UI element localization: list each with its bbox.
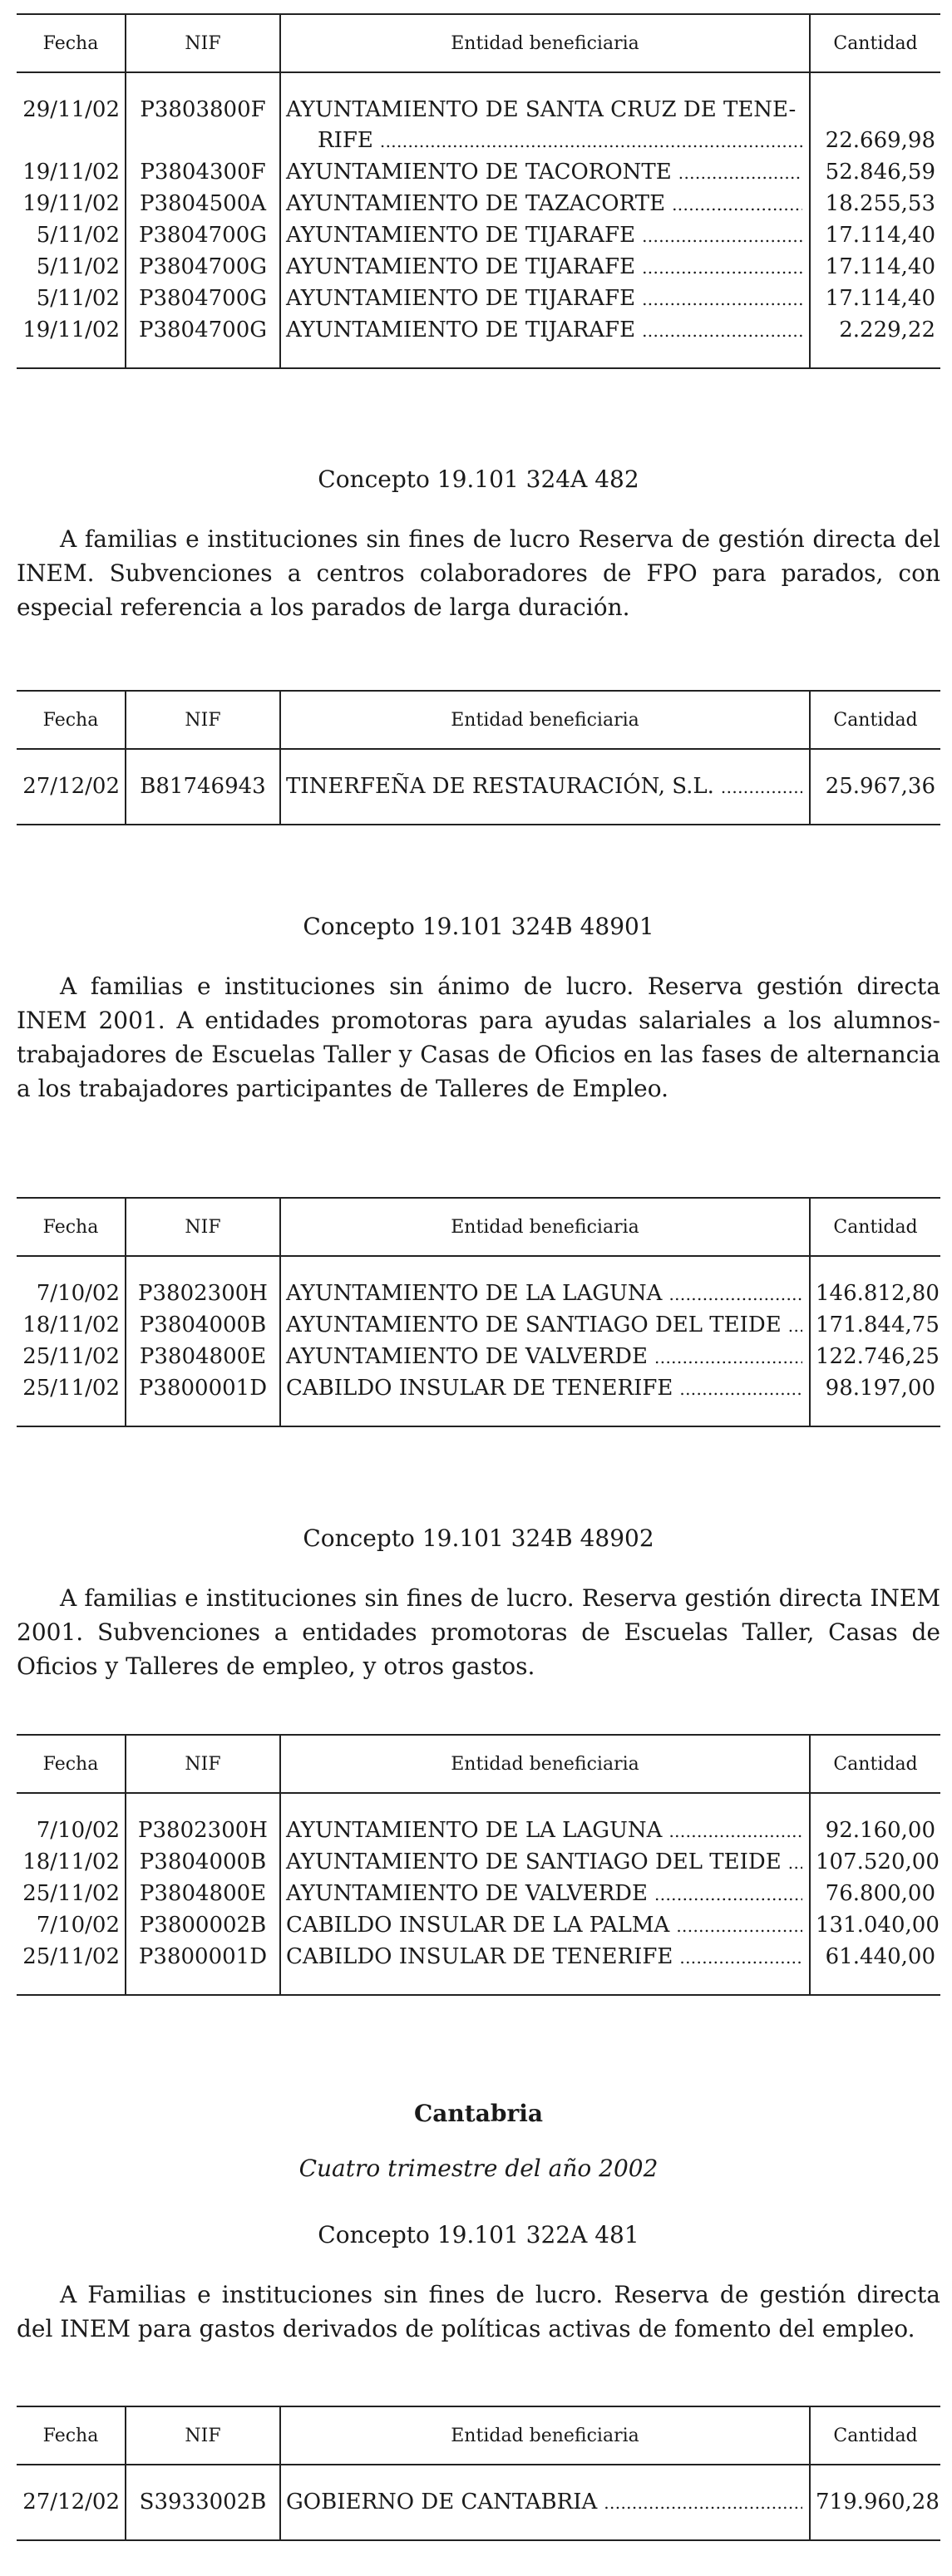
table-row: [17, 252, 940, 283]
cell-entidad: [280, 1910, 810, 1942]
table-row: [17, 1310, 940, 1342]
cell-entidad: [280, 252, 810, 283]
cell-entidad: [280, 1373, 810, 1426]
header-cantidad: Cantidad: [810, 691, 940, 749]
dot-leader: [668, 1816, 802, 1847]
cell-fecha: 5/11/02: [36, 223, 120, 248]
cell-cantidad: 52.846,59: [810, 157, 940, 189]
cell-cantidad: 18.255,53: [810, 189, 940, 220]
cell-cantidad: 61.440,00: [810, 1942, 940, 1995]
table-header-row: [17, 14, 940, 72]
entidad-name: AYUNTAMIENTO DE TIJARAFE: [286, 318, 636, 342]
cell-cantidad: 17.114,40: [810, 283, 940, 315]
entidad-name: AYUNTAMIENTO DE TIJARAFE: [286, 254, 636, 279]
dot-leader: [668, 1279, 802, 1310]
cell-fecha: 7/10/02: [36, 1818, 120, 1843]
concepto-description: A familias e instituciones sin ánimo de lucro. Reserva gestión directa INEM 2001. A entidades promotoras para ayudas salariales a los alumnos-trabajadores de Escuelas Taller y Casas de Oficios en las fases de alternancia a los trabajadores participantes de Talleres de Empleo.: [17, 973, 940, 1102]
entidad-name: AYUNTAMIENTO DE LA LAGUNA: [286, 1818, 663, 1843]
cell-fecha: 25/11/02: [17, 1942, 126, 1995]
header-cantidad: Cantidad: [810, 1198, 940, 1256]
cell-nif: P3804700G: [126, 220, 280, 252]
header-nif: NIF: [126, 691, 280, 749]
table-row: [17, 315, 940, 368]
table-4-block: [17, 1734, 940, 1996]
entidad-name: AYUNTAMIENTO DE SANTIAGO DEL TEIDE: [286, 1313, 782, 1337]
dot-leader: [672, 190, 802, 220]
dot-leader: [642, 316, 802, 347]
header-entidad: Entidad beneficiaria: [280, 1198, 810, 1256]
cell-cantidad: 17.114,40: [810, 252, 940, 283]
cell-nif: P3804300F: [126, 157, 280, 189]
cell-cantidad: 171.844,75: [810, 1310, 940, 1342]
header-cantidad: Cantidad: [810, 14, 940, 72]
cell-cantidad: [810, 72, 940, 157]
header-cantidad: Cantidad: [810, 2406, 940, 2465]
cell-nif: P3802300H: [126, 1793, 280, 1847]
entidad-name: AYUNTAMIENTO DE VALVERDE: [286, 1344, 649, 1369]
entidad-name: TINERFEÑA DE RESTAURACIÓN, S.L.: [286, 774, 714, 799]
cell-nif: P3804800E: [126, 1879, 280, 1910]
dot-leader: [654, 1879, 802, 1910]
header-fecha: Fecha: [17, 691, 126, 749]
cell-nif: P3804700G: [126, 252, 280, 283]
cell-nif: P3804000B: [126, 1310, 280, 1342]
grants-table: [17, 690, 940, 825]
table-1-block: [17, 13, 940, 369]
entidad-name: GOBIERNO DE CANTABRIA: [286, 2490, 598, 2514]
table-row: [17, 1342, 940, 1373]
header-cantidad: Cantidad: [810, 1735, 940, 1793]
cell-entidad: [280, 1310, 810, 1342]
header-fecha: Fecha: [17, 2406, 126, 2465]
cell-nif: P3803800F: [126, 72, 280, 157]
cell-fecha: 18/11/02: [22, 1313, 120, 1337]
cell-nif: P3804700G: [126, 283, 280, 315]
dot-leader: [642, 221, 802, 252]
cell-cantidad: 107.520,00: [810, 1847, 940, 1879]
table-5-block: [17, 2406, 940, 2541]
entidad-name: CABILDO INSULAR DE TENERIFE: [286, 1376, 673, 1401]
entidad-name: AYUNTAMIENTO DE TAZACORTE: [286, 191, 666, 216]
table-row: [17, 189, 940, 220]
cell-entidad: [280, 1793, 810, 1847]
table-row: [17, 1256, 940, 1310]
cell-nif: B81746943: [126, 749, 280, 825]
cell-nif: S3933002B: [126, 2465, 280, 2540]
table-3-block: [17, 1197, 940, 1427]
table-row: [17, 1373, 940, 1426]
cell-fecha: 25/11/02: [17, 1373, 126, 1426]
table-2-block: [17, 690, 940, 825]
cell-cantidad: 98.197,00: [810, 1373, 940, 1426]
table-row: [17, 1847, 940, 1879]
header-entidad: Entidad beneficiaria: [280, 14, 810, 72]
entidad-name: CABILDO INSULAR DE TENERIFE: [286, 1944, 673, 1969]
concepto-heading: Concepto 19.101 324B 48901: [303, 913, 654, 940]
cell-cantidad: 76.800,00: [810, 1879, 940, 1910]
cantidad-value: 22.669,98: [825, 128, 935, 153]
cell-fecha: 27/12/02: [17, 2465, 126, 2540]
entidad-name: AYUNTAMIENTO DE LA LAGUNA: [286, 1281, 663, 1306]
concepto-description: A familias e instituciones sin fines de lucro Reserva de gestión directa del INEM. Subvenciones a centros colaboradores de FPO para parados, con especial referencia a los parados de larga duración.: [17, 525, 940, 621]
dot-leader: [679, 1374, 802, 1405]
dot-leader: [642, 253, 802, 283]
cell-cantidad: 17.114,40: [810, 220, 940, 252]
table-row: [17, 157, 940, 189]
cell-fecha: 19/11/02: [17, 315, 126, 368]
table-header-row: [17, 691, 940, 749]
cell-fecha: 29/11/02: [22, 97, 120, 122]
cell-fecha: 18/11/02: [22, 1849, 120, 1874]
grants-table: [17, 2406, 940, 2541]
cell-fecha: 25/11/02: [22, 1881, 120, 1906]
cell-entidad: [280, 1342, 810, 1373]
header-fecha: Fecha: [17, 1735, 126, 1793]
cell-entidad: [280, 72, 810, 157]
cell-entidad: [280, 315, 810, 368]
table-header-row: [17, 2406, 940, 2465]
entidad-name: CABILDO INSULAR DE LA PALMA: [286, 1913, 670, 1938]
cell-nif: P3802300H: [126, 1256, 280, 1310]
cell-nif: P3804000B: [126, 1847, 280, 1879]
cell-nif: P3804500A: [126, 189, 280, 220]
header-entidad: Entidad beneficiaria: [280, 2406, 810, 2465]
cell-entidad: [280, 2465, 810, 2540]
table-row: [17, 1942, 940, 1995]
header-fecha: Fecha: [17, 1198, 126, 1256]
cell-entidad: [280, 283, 810, 315]
concepto-description: A Familias e instituciones sin fines de lucro. Reserva de gestión directa del INEM para gastos derivados de políticas activas de fomento del empleo.: [17, 2281, 940, 2342]
table-row: [17, 220, 940, 252]
cell-entidad: [280, 1879, 810, 1910]
entidad-name: AYUNTAMIENTO DE TIJARAFE: [286, 223, 636, 248]
cell-nif: P3800001D: [126, 1373, 280, 1426]
entidad-name: AYUNTAMIENTO DE TACORONTE: [286, 160, 672, 185]
cell-cantidad: 122.746,25: [810, 1342, 940, 1373]
entidad-name: AYUNTAMIENTO DE VALVERDE: [286, 1881, 649, 1906]
cell-entidad: [280, 749, 810, 825]
table-header-row: [17, 1735, 940, 1793]
cell-fecha: 19/11/02: [22, 191, 120, 216]
dot-leader: [721, 772, 802, 803]
dot-leader: [642, 284, 802, 315]
concepto-description: A familias e instituciones sin fines de lucro. Reserva gestión directa INEM 2001. Subvenciones a entidades promotoras de Escuelas Taller, Casas de Oficios y Talleres de empleo, y otros gastos.: [17, 1584, 940, 1680]
dot-leader: [380, 126, 802, 157]
header-fecha: Fecha: [17, 14, 126, 72]
dot-leader: [654, 1342, 802, 1373]
cell-cantidad: 92.160,00: [810, 1793, 940, 1847]
cell-entidad: [280, 1256, 810, 1310]
cell-fecha: 5/11/02: [36, 254, 120, 279]
grants-table: [17, 1197, 940, 1427]
table-row: [17, 1910, 940, 1942]
table-row: [17, 749, 940, 825]
table-row: [17, 1879, 940, 1910]
table-row: [17, 2465, 940, 2540]
cell-fecha: 27/12/02: [17, 749, 126, 825]
concepto-heading: Concepto 19.101 324A 482: [318, 465, 639, 493]
period-subheading: Cuatro trimestre del año 2002: [298, 2155, 659, 2182]
cell-nif: P3800001D: [126, 1942, 280, 1995]
dot-leader: [678, 158, 802, 189]
cell-cantidad: 131.040,00: [810, 1910, 940, 1942]
cell-fecha: 5/11/02: [36, 286, 120, 311]
header-nif: NIF: [126, 2406, 280, 2465]
cell-nif: P3804800E: [126, 1342, 280, 1373]
dot-leader: [604, 2488, 802, 2519]
cell-fecha: 25/11/02: [22, 1344, 120, 1369]
cell-nif: P3804700G: [126, 315, 280, 368]
header-nif: NIF: [126, 1198, 280, 1256]
grants-table: [17, 1734, 940, 1996]
cell-cantidad: 719.960,28: [810, 2465, 940, 2540]
header-entidad: Entidad beneficiaria: [280, 691, 810, 749]
table-row: [17, 1793, 940, 1847]
cell-fecha: 7/10/02: [36, 1913, 120, 1938]
grants-table: [17, 13, 940, 369]
table-row: [17, 72, 940, 157]
cell-nif: P3800002B: [126, 1910, 280, 1942]
cell-entidad: [280, 220, 810, 252]
dot-leader: [788, 1848, 802, 1879]
cell-fecha: 19/11/02: [22, 160, 120, 185]
cell-cantidad: 25.967,36: [810, 749, 940, 825]
header-entidad: Entidad beneficiaria: [280, 1735, 810, 1793]
concepto-heading: Concepto 19.101 322A 481: [318, 2221, 639, 2248]
cell-entidad: [280, 189, 810, 220]
entidad-line: AYUNTAMIENTO DE SANTA CRUZ DE TENE-: [286, 97, 797, 122]
cell-entidad: [280, 1942, 810, 1995]
cell-cantidad: 146.812,80: [810, 1256, 940, 1310]
entidad-continuation: RIFE: [318, 128, 373, 153]
header-nif: NIF: [126, 1735, 280, 1793]
entidad-name: AYUNTAMIENTO DE SANTIAGO DEL TEIDE: [286, 1849, 782, 1874]
cell-cantidad: 2.229,22: [810, 315, 940, 368]
table-header-row: [17, 1198, 940, 1256]
header-nif: NIF: [126, 14, 280, 72]
cell-entidad: [280, 1847, 810, 1879]
cell-fecha: 7/10/02: [36, 1281, 120, 1306]
table-row: [17, 283, 940, 315]
dot-leader: [679, 1943, 802, 1973]
concepto-heading: Concepto 19.101 324B 48902: [303, 1524, 654, 1552]
region-heading: Cantabria: [414, 2100, 543, 2127]
dot-leader: [676, 1911, 802, 1942]
dot-leader: [788, 1311, 802, 1342]
cell-entidad: [280, 157, 810, 189]
entidad-name: AYUNTAMIENTO DE TIJARAFE: [286, 286, 636, 311]
